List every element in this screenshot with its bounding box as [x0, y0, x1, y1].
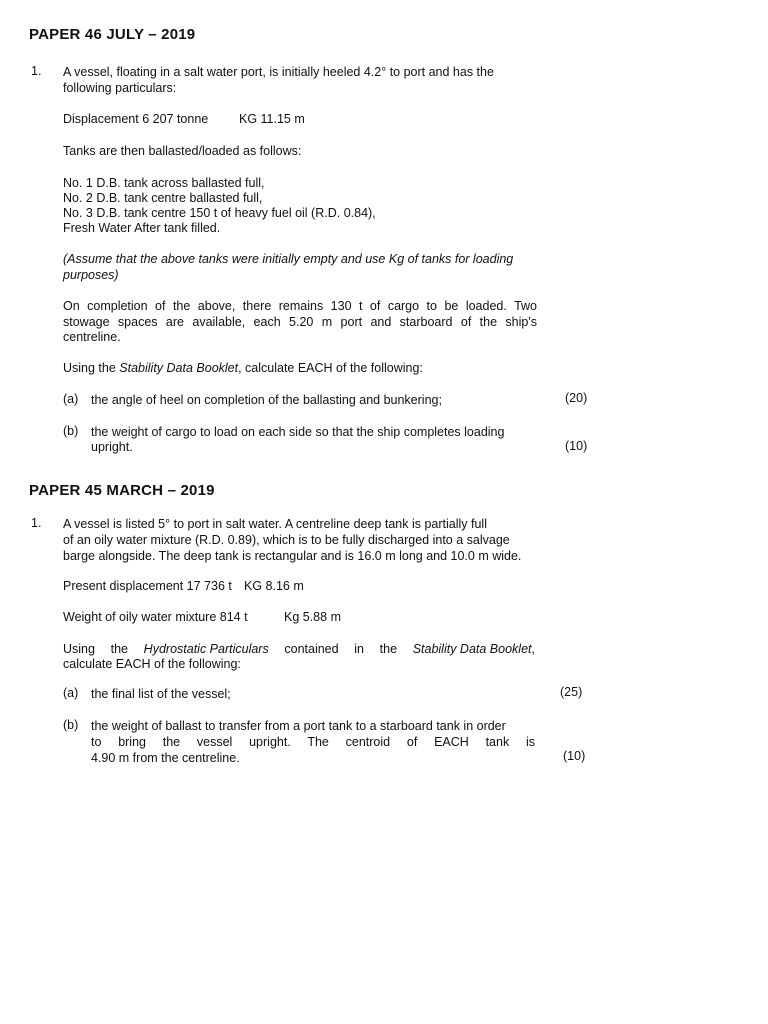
kg-text: KG 8.16 m [244, 579, 304, 593]
question-number: 1. [31, 516, 42, 530]
booklet-title-wrap [413, 641, 535, 657]
part-b-line-3: 4.90 m from the centreline. [91, 751, 240, 765]
tank-line-1: No. 1 D.B. tank across ballasted full, [63, 176, 265, 190]
particulars-title: Hydrostatic Particulars [143, 642, 269, 656]
tanks-intro-text: Tanks are then ballasted/loaded as follows: [63, 144, 302, 158]
part-b-line-2: to bring the vessel upright. The centroid of EACH tank is [91, 735, 535, 749]
question-intro-line-2: following particulars: [63, 81, 177, 95]
oily-weight-text: Weight of oily water mixture 814 t [63, 610, 248, 624]
part-b-marks: (10) [563, 749, 586, 763]
the-word: the [110, 642, 129, 656]
tank-line-2: No. 2 D.B. tank centre ballasted full, [63, 191, 263, 205]
using-word: Using [63, 642, 95, 656]
booklet-title: Stability Data Booklet [412, 642, 532, 656]
displacement-text: Displacement 6 207 tonne [63, 112, 209, 126]
tank-line-3: No. 3 D.B. tank centre 150 t of heavy fuel oil (R.D. 0.84), [63, 206, 376, 220]
contained-word: contained [284, 642, 339, 656]
using-particulars-line [63, 641, 535, 657]
oily-kg-text: Kg 5.88 m [284, 610, 341, 624]
part-b-label: (b) [63, 718, 79, 732]
completion-line-3: centreline. [63, 330, 121, 344]
the-word: the [379, 642, 398, 656]
paper-45-heading: PAPER 45 MARCH – 2019 [29, 482, 215, 499]
part-b-line-2: upright. [91, 440, 133, 454]
using-line-2: calculate EACH of the following: [63, 657, 241, 671]
in-word: in [354, 642, 364, 656]
tank-line-4: Fresh Water After tank filled. [63, 221, 221, 235]
question-intro-line-2: of an oily water mixture (R.D. 0.89), which is to be fully discharged into a salvage [63, 533, 510, 547]
using-suffix: , [531, 642, 535, 656]
completion-line-1: On completion of the above, there remains 130 t of cargo to be loaded. Two [63, 299, 537, 313]
part-b-line-1: the weight of ballast to transfer from a port tank to a starboard tank in order [91, 719, 506, 733]
part-a-marks: (20) [565, 391, 588, 405]
paper-46-heading: PAPER 46 JULY – 2019 [29, 26, 196, 43]
question-intro-line-1: A vessel is listed 5° to port in salt water. A centreline deep tank is partially full [63, 517, 487, 531]
part-b-line-1: the weight of cargo to load on each side so that the ship completes loading [91, 425, 505, 439]
using-suffix: , calculate EACH of the following: [238, 361, 423, 375]
completion-line-2: stowage spaces are available, each 5.20 m port and starboard of the ship's [63, 315, 537, 329]
part-a-marks: (25) [560, 685, 583, 699]
booklet-title: Stability Data Booklet [119, 361, 239, 375]
using-booklet-line [63, 360, 423, 376]
question-intro-line-3: barge alongside. The deep tank is rectangular and is 16.0 m long and 10.0 m wide. [63, 549, 522, 563]
part-a-text: the final list of the vessel; [91, 687, 231, 701]
question-number: 1. [31, 64, 42, 78]
part-a-label: (a) [63, 686, 79, 700]
kg-text: KG 11.15 m [239, 112, 305, 126]
assume-line-1: (Assume that the above tanks were initially empty and use Kg of tanks for loading [63, 252, 514, 266]
assume-line-2: purposes) [63, 268, 119, 282]
question-intro-line-1: A vessel, floating in a salt water port, is initially heeled 4.2° to port and has the [63, 65, 494, 79]
part-a-label: (a) [63, 392, 79, 406]
part-b-marks: (10) [565, 439, 588, 453]
part-a-text: the angle of heel on completion of the ballasting and bunkering; [91, 393, 442, 407]
present-displacement-text: Present displacement 17 736 t [63, 579, 232, 593]
part-b-label: (b) [63, 424, 79, 438]
using-prefix: Using the [63, 361, 120, 375]
